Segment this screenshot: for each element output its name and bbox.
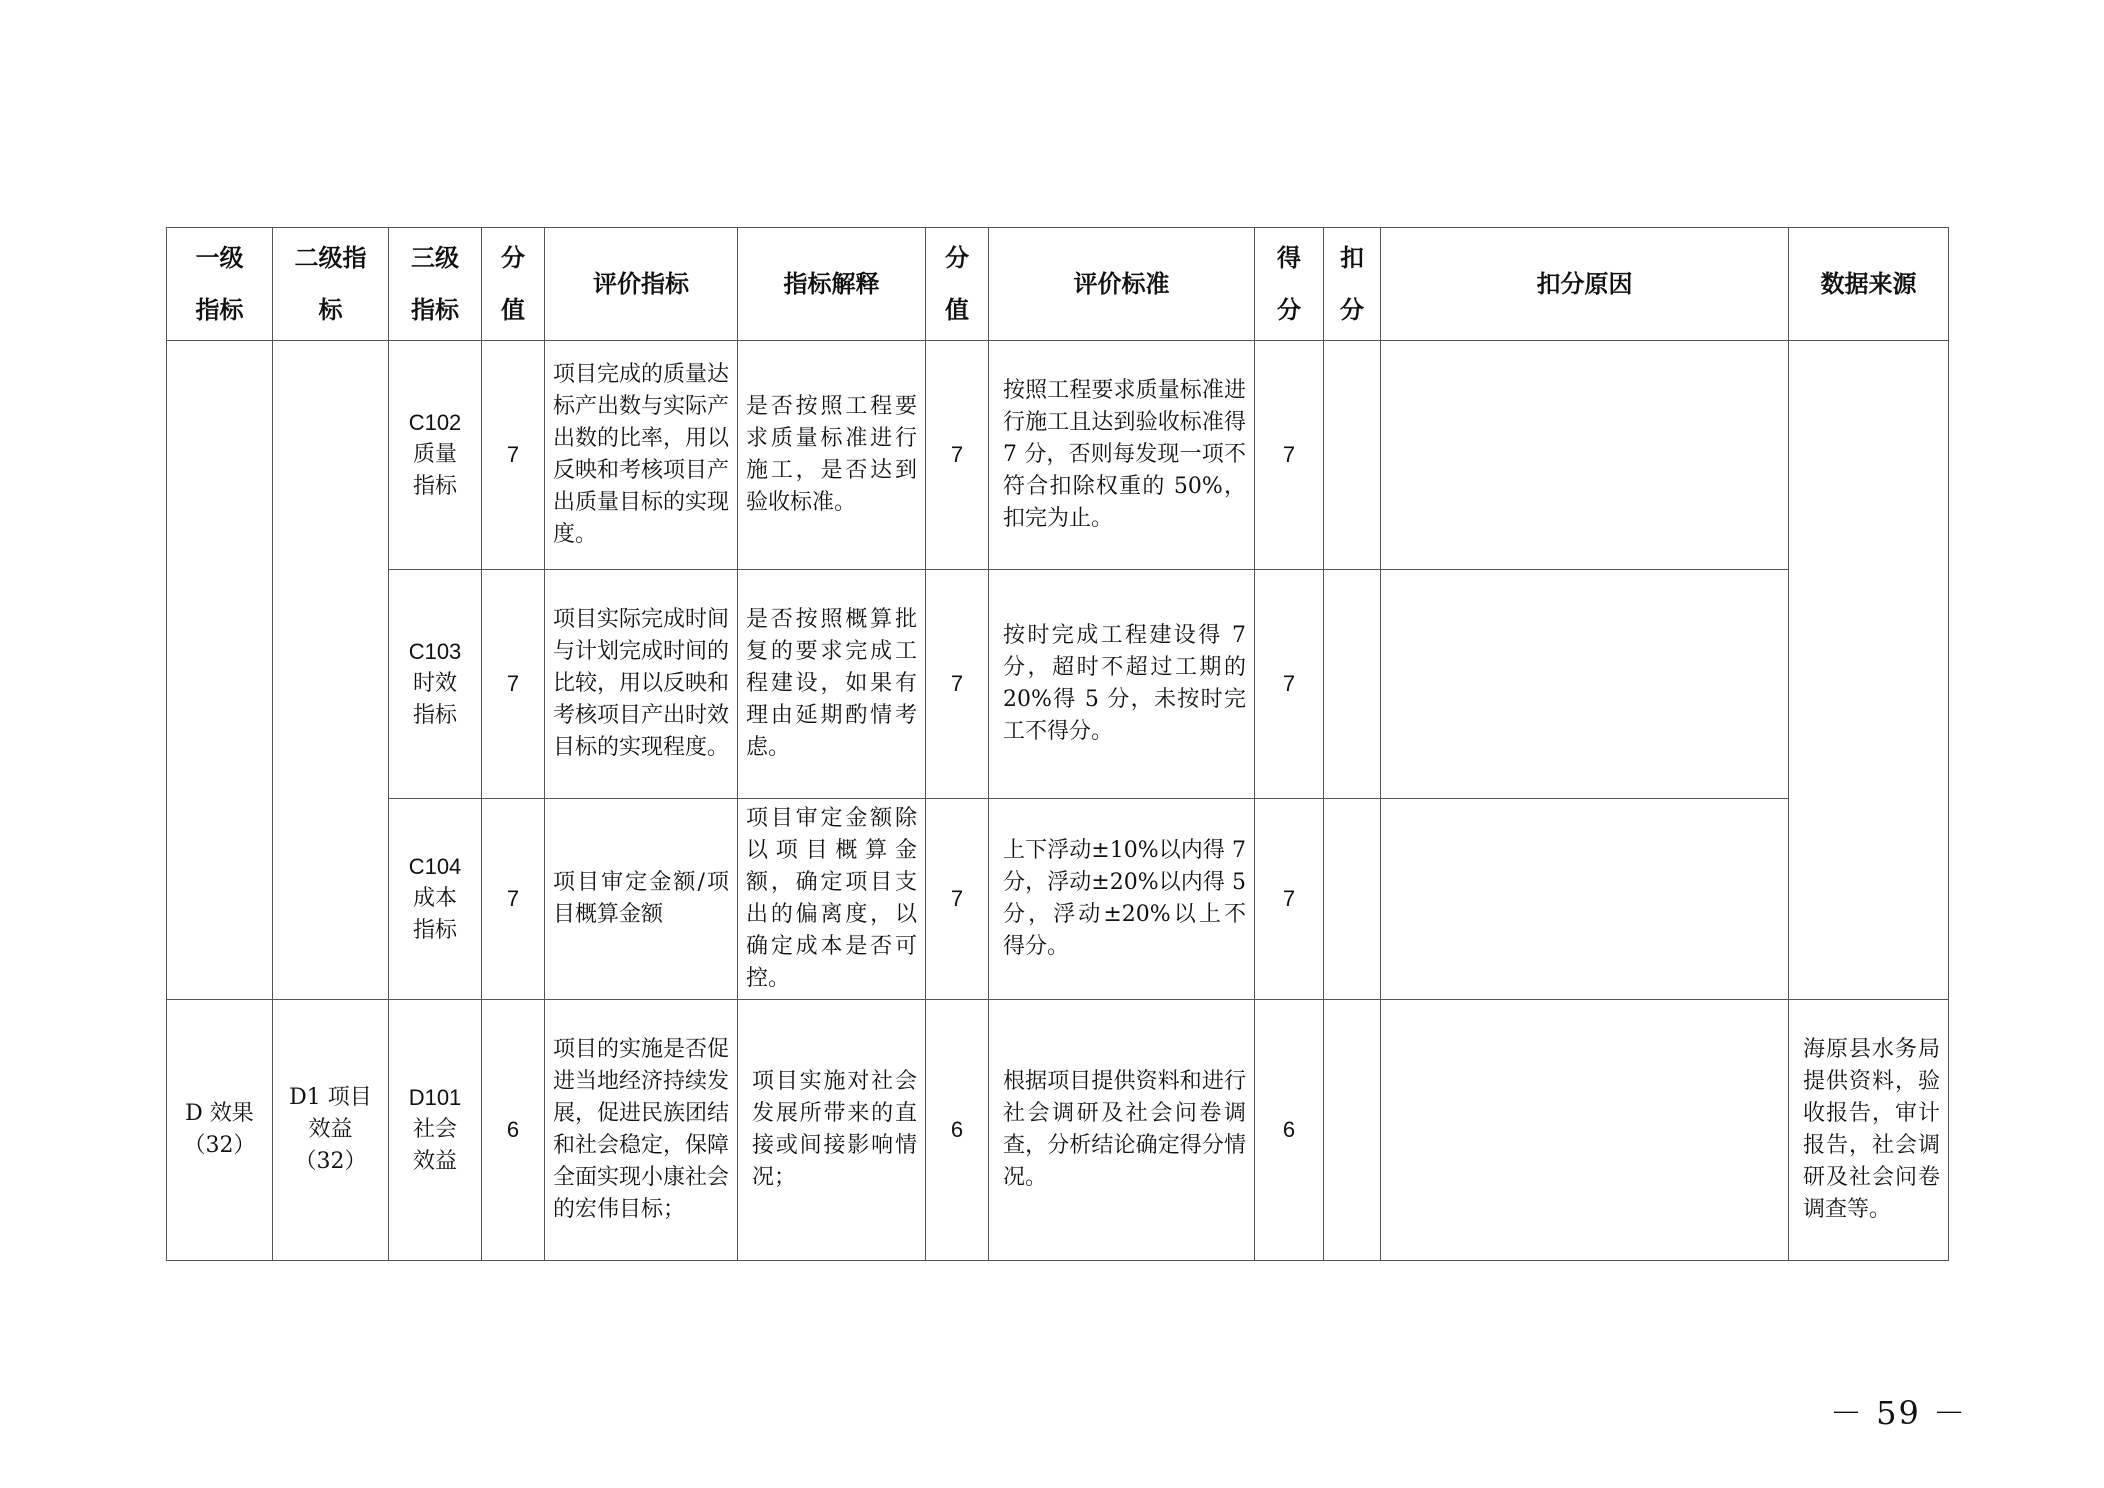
header-deduct: 扣 分: [1324, 228, 1381, 341]
cell-standard: 根据项目提供资料和进行社会调研及社会问卷调查，分析结论确定得分情况。: [989, 1000, 1255, 1261]
cell-score2: 7: [926, 799, 989, 1000]
cell-source-empty: [1789, 341, 1949, 1000]
cell-level3: C102 质量 指标: [389, 341, 482, 570]
cell-score1: 6: [482, 1000, 545, 1261]
table-row-c104: [167, 799, 1949, 1000]
cell-deduct: [1324, 1000, 1381, 1261]
cell-obtained: 7: [1255, 799, 1324, 1000]
header-standard: 评价标准: [989, 228, 1255, 341]
cell-indicator: 项目审定金额/项目概算金额: [545, 799, 738, 1000]
cell-obtained: 6: [1255, 1000, 1324, 1261]
header-level2: 二级指 标: [273, 228, 389, 341]
cell-indicator: 项目的实施是否促进当地经济持续发展，促进民族团结和社会稳定，保障全面实现小康社会的宏伟目标；: [545, 1000, 738, 1261]
evaluation-table: [166, 227, 1949, 1261]
cell-standard: 按时完成工程建设得 7 分，超时不超过工期的 20%得 5 分，未按时完工不得分。: [989, 570, 1255, 799]
cell-score1: 7: [482, 341, 545, 570]
page-number: － 59 －: [1830, 1394, 1968, 1432]
cell-standard: 上下浮动±10%以内得 7 分，浮动±20%以内得 5 分，浮动±20%以上不得分。: [989, 799, 1255, 1000]
cell-score1: 7: [482, 799, 545, 1000]
cell-score2: 6: [926, 1000, 989, 1261]
cell-score2: 7: [926, 341, 989, 570]
cell-level1-empty: [167, 341, 273, 1000]
cell-reason: [1381, 799, 1789, 1000]
cell-score1: 7: [482, 570, 545, 799]
header-indicator: 评价指标: [545, 228, 738, 341]
header-reason: 扣分原因: [1381, 228, 1789, 341]
cell-indicator: 项目实际完成时间与计划完成时间的比较，用以反映和考核项目产出时效目标的实现程度。: [545, 570, 738, 799]
table-header-row: [167, 228, 1949, 341]
cell-reason: [1381, 341, 1789, 570]
cell-level2: D1 项目 效益 （32）: [273, 1000, 389, 1261]
cell-level3: C103 时效 指标: [389, 570, 482, 799]
cell-reason: [1381, 570, 1789, 799]
table-row-d101: [167, 1000, 1949, 1261]
header-explanation: 指标解释: [738, 228, 926, 341]
cell-level3: D101 社会 效益: [389, 1000, 482, 1261]
cell-explanation: 是否按照概算批复的要求完成工程建设，如果有理由延期酌情考虑。: [738, 570, 926, 799]
cell-score2: 7: [926, 570, 989, 799]
header-score2: 分 值: [926, 228, 989, 341]
cell-deduct: [1324, 799, 1381, 1000]
cell-indicator: 项目完成的质量达标产出数与实际产出数的比率，用以反映和考核项目产出质量目标的实现度。: [545, 341, 738, 570]
cell-standard: 按照工程要求质量标准进行施工且达到验收标准得 7 分，否则每发现一项不符合扣除权重的 50%，扣完为止。: [989, 341, 1255, 570]
header-source: 数据来源: [1789, 228, 1949, 341]
cell-reason: [1381, 1000, 1789, 1261]
cell-deduct: [1324, 341, 1381, 570]
cell-level3: C104 成本 指标: [389, 799, 482, 1000]
cell-obtained: 7: [1255, 570, 1324, 799]
header-score1: 分 值: [482, 228, 545, 341]
cell-explanation: 项目审定金额除以项目概算金额，确定项目支出的偏离度，以确定成本是否可控。: [738, 799, 926, 1000]
table-row-c103: [167, 570, 1949, 799]
cell-level1: D 效果 （32）: [167, 1000, 273, 1261]
table-row-c102: [167, 341, 1949, 570]
cell-explanation: 项目实施对社会发展所带来的直接或间接影响情况；: [738, 1000, 926, 1261]
cell-obtained: 7: [1255, 341, 1324, 570]
header-level1: 一级 指标: [167, 228, 273, 341]
cell-level2-empty: [273, 341, 389, 1000]
header-level3: 三级 指标: [389, 228, 482, 341]
cell-explanation: 是否按照工程要求质量标准进行施工，是否达到验收标准。: [738, 341, 926, 570]
cell-deduct: [1324, 570, 1381, 799]
cell-source: 海原县水务局提供资料，验收报告，审计报告，社会调研及社会问卷调查等。: [1789, 1000, 1949, 1261]
header-obtained: 得 分: [1255, 228, 1324, 341]
